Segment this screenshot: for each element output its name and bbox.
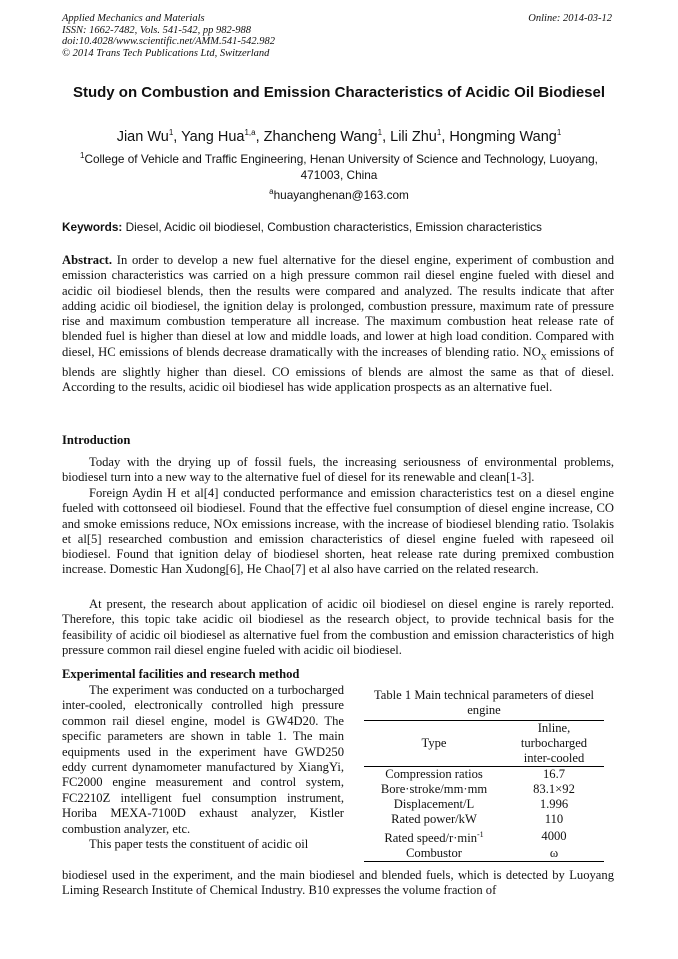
param-sup: -1 [477, 830, 484, 839]
intro-paragraph-2: Foreign Aydin H et al[4] conducted performance and emission characteristics test on a diesel engine fueled with cottonseed oil biodiesel. Found that the effective fuel consumption of diesel engine increase, CO and smoke emissions reduce, NOx emissions increase, with the increase of biodiesel blending ratio. Tsolakis et al[5] researched combustion and emission characteristics of diesel engine fueled with rapeseed oil biodiesel. Found that ignition delay of biodiesel shorten, heat release rate during premixed combustion increase. Domestic Han Xudong[6], He Chao[7] et al also have carried on the related research. [62, 486, 614, 577]
introduction-heading: Introduction [62, 433, 131, 447]
journal-name: Applied Mechanics and Materials [62, 13, 205, 24]
author: Yang Hua [181, 128, 245, 145]
table-caption: Table 1 Main technical parameters of diesel engine [373, 688, 595, 717]
table-row [364, 846, 604, 862]
affiliation-sup: 1 [80, 151, 85, 160]
experimental-paragraph-1: The experiment was conducted on a turbocharged inter-cooled, electronically controlled high pressure common rail diesel engine, model is GW4D20. The specific parameters are shown in table 1. The main equipments used in the experiment have GWD250 eddy current dynamometer manufactured by XiangYi, FC2000 engine measurement and control system, FC2210Z intelligent fuel consumption instrument, Horiba MEXA-7100D exhaust analyzer, Kistler combustion analyzer, etc. [62, 683, 344, 836]
abstract-label: Abstract. [62, 253, 113, 267]
table-row [364, 767, 604, 783]
abstract [62, 253, 614, 395]
table-cell-value: 16.7 [542, 767, 566, 781]
abstract-text-1: In order to develop a new fuel alternative for the diesel engine, experiment of combustion and emission characteristics was carried on a high pressure common rail diesel engine fueled with diesel and acidic oil biodiesel blends, then the results were compared and analyzed. The results indicate that after adding acidic oil biodiesel, the ignition delay is prolonged, combustion pressure, maximum rate of pressure rise and maximum combustion temperature all increase. The maximum combustion heat release rate of blended fuel is higher than diesel at low and middle loads, and lower at high load condition. Compared with diesel, HC emissions of blends decrease dramatically with the increases of blending ratio. NO [62, 253, 614, 359]
experimental-paragraph-2-rest: biodiesel used in the experiment, and the main biodiesel and blended fuels, which is detected by Luoyang Liming Research Institute of Chemical Industry. B10 expresses the volume fraction of [62, 868, 614, 898]
table-cell-value: 110 [544, 812, 564, 826]
author: Hongming Wang [449, 128, 557, 145]
author-sup: 1 [168, 128, 174, 137]
table-cell-param: Bore·stroke/mm·mm [380, 782, 488, 796]
table-cell-param: Compression ratios [385, 767, 483, 781]
paper-title: Study on Combustion and Emission Characteristics of Acidic Oil Biodiesel [72, 84, 606, 101]
experimental-paragraph-2-start: This paper tests the constituent of acidic oil [89, 837, 309, 852]
author-sup: 1 [377, 128, 383, 137]
experimental-column [62, 683, 344, 852]
table-row [364, 782, 604, 797]
table-cell-value: 4000 [541, 829, 567, 844]
header-value-line: inter-cooled [523, 751, 585, 765]
email-address[interactable]: huayanghenan@163.com [273, 187, 409, 202]
table-1 [358, 688, 610, 862]
keywords [62, 219, 616, 235]
journal-header [62, 13, 275, 59]
doi: doi:10.4028/www.scientific.net/AMM.541-542.982 [62, 36, 275, 47]
online-date: Online: 2014-03-12 [528, 13, 612, 24]
abstract-sub: X [540, 352, 547, 362]
table-header-param: Type [364, 721, 504, 767]
keywords-label: Keywords: [62, 220, 123, 234]
author-sup: 1 [556, 128, 562, 137]
table-header-value [504, 721, 604, 767]
abstract-text-2: emissions of blends are slightly higher than diesel. CO emissions of blends are almost the same as that of diesel. According to the results, acidic oil biodiesel has wide application prospects as an alternative fuel. [62, 344, 614, 394]
param-text: Rated speed/r·min [384, 831, 477, 846]
table-cell-value: 1.996 [539, 797, 569, 811]
author-sup: 1 [436, 128, 442, 137]
affiliation-text: College of Vehicle and Traffic Engineering, Henan University of Science and Technology, Luoyang, 471003, China [84, 151, 598, 182]
affiliation [62, 148, 616, 183]
author: Zhancheng Wang [263, 128, 378, 145]
author: Jian Wu [116, 128, 169, 145]
header-value-line: turbocharged [520, 736, 588, 750]
table-row [364, 812, 604, 827]
table-cell-param: Rated power/kW [391, 812, 477, 826]
author-sup: 1,a [244, 128, 256, 137]
table-cell-value: ω [504, 846, 604, 862]
table-cell-param: Combustor [364, 846, 504, 862]
parameters-table [364, 720, 604, 862]
intro-paragraph-1: Today with the drying up of fossil fuels, the increasing seriousness of environmental problems, biodiesel turn into a new way to the alternative fuel of diesel for its renewable and clean[1-3]. [62, 455, 614, 485]
table-row [364, 797, 604, 812]
copyright: © 2014 Trans Tech Publications Ltd, Switzerland [62, 47, 270, 59]
author: Lili Zhu [390, 128, 437, 145]
intro-paragraph-3: At present, the research about application of acidic oil biodiesel on diesel engine is rarely reported. Therefore, this topic take acidic oil biodiesel as the research object, to provide technical basis for the feasibility of acidic oil biodiesel as alternative fuel from the combustion and emission characteristics of high pressure common rail diesel engine fueled with acidic oil biodiesel. [62, 597, 614, 657]
keywords-text: Diesel, Acidic oil biodiesel, Combustion characteristics, Emission characteristics [125, 220, 542, 234]
table-cell-param [364, 827, 504, 846]
experimental-heading: Experimental facilities and research method [62, 667, 300, 681]
table-cell-value: 83.1×92 [533, 782, 575, 796]
table-cell-param: Displacement/L [393, 797, 475, 811]
issn: ISSN: 1662-7482, Vols. 541-542, pp 982-988 [62, 24, 251, 36]
email-sup: a [269, 187, 274, 196]
header-value-line: Inline, [537, 721, 571, 735]
table-header-row [364, 721, 604, 767]
table-row [364, 827, 604, 846]
author-list: Jian Wu$^1$, Yang Hua$^{1,a}$, Zhancheng Wang$^1$, Lili Zhu$^1$, Hongming Wang$^1$ [116, 128, 562, 145]
email [62, 184, 616, 203]
